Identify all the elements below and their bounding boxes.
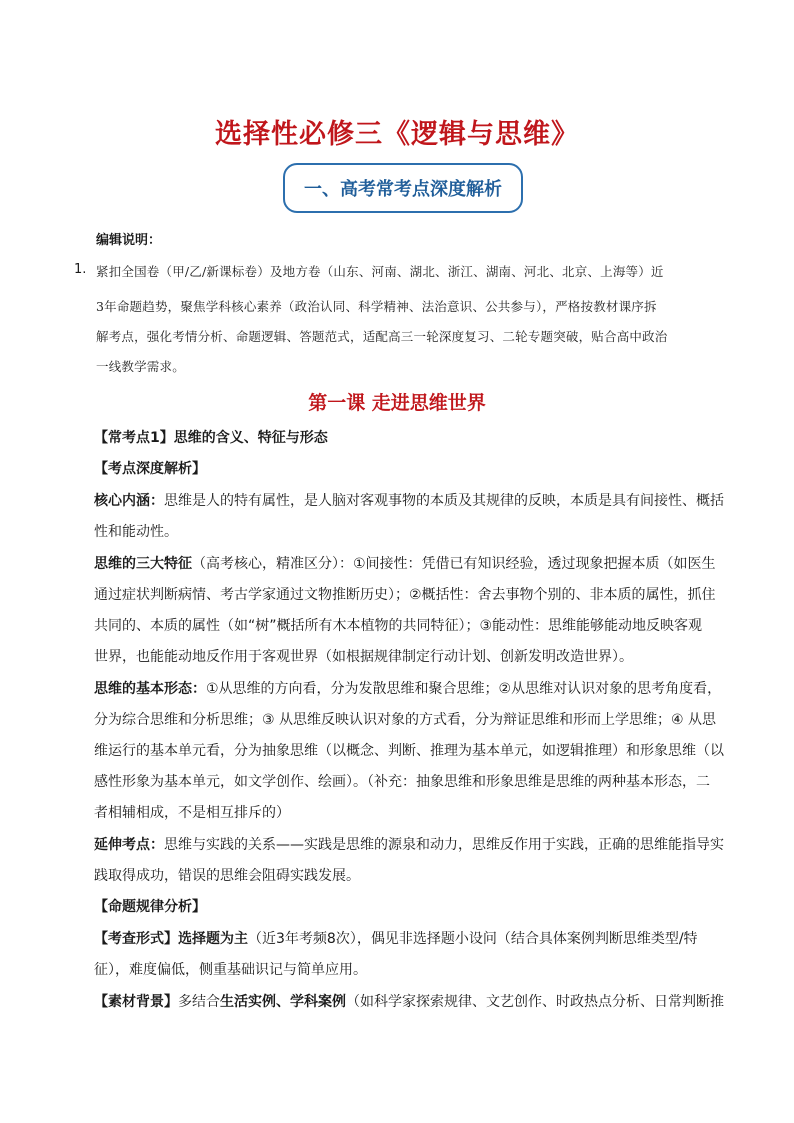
extension-paragraph-line: 践取得成功，错误的思维会阻碍实践发展。 <box>94 868 360 884</box>
kp-heading: 【常考点1】思维的含义、特征与形态 <box>94 430 328 446</box>
forms-paragraph-line: 分为综合思维和分析思维；③ 从思维反映认识对象的方式看，分为辩证思维和形而上学思维；④ 从思 <box>94 712 716 728</box>
exam-form-line: 征），难度偏低，侧重基础识记与简单应用。 <box>94 962 367 978</box>
forms-paragraph-line: 者相辅相成，不是相互排斥的） <box>94 805 290 821</box>
material-background-line: 【素材背景】多结合生活实例、学科案例（如科学家探索规律、文艺创作、时政热点分析、日常判断推 <box>94 994 724 1010</box>
forms-paragraph-line: 感性形象为基本单元，如文学创作、绘画）。（补充：抽象思维和形象思维是思维的两种基本形态，二 <box>94 774 710 790</box>
note-number: 1. <box>74 262 87 277</box>
section-heading-box <box>283 163 523 213</box>
forms-paragraph-line: 思维的基本形态：①从思维的方向看，分为发散思维和聚合思维；②从思维对认识对象的思考角度看， <box>94 681 722 697</box>
exam-form-line: 【考查形式】选择题为主（近3年考频8次），偶见非选择题小设问（结合具体案例判断思维类型/特 <box>94 931 698 947</box>
forms-paragraph-line: 维运行的基本单元看，分为抽象思维（以概念、判断、推理为基本单元，如逻辑推理）和形象思维（以 <box>94 743 724 759</box>
note-line: 3年命题趋势，聚焦学科核心素养（政治认同、科学精神、法治意识、公共参与），严格按教材课序拆 <box>96 299 657 314</box>
document-title: 选择性必修三《逻辑与思维》 <box>215 119 579 150</box>
note-line: 解考点，强化考情分析、命题逻辑、答题范式，适配高三一轮深度复习、二轮专题突破，贴合高中政治 <box>96 329 668 344</box>
features-paragraph-line: 世界，也能能动地反作用于客观世界（如根据规律制定行动计划、创新发明改造世界）。 <box>94 649 633 665</box>
section-heading-label: 一、高考常考点深度解析 <box>304 179 502 200</box>
edit-note-label: 编辑说明： <box>96 233 162 248</box>
note-line: 紧扣全国卷（甲/乙/新课标卷）及地方卷（山东、河南、湖北、浙江、湖南、河北、北京、上海等）近 <box>96 264 664 279</box>
core-paragraph-line: 核心内涵：思维是人的特有属性，是人脑对客观事物的本质及其规律的反映，本质是具有间接性、概括 <box>94 493 724 509</box>
lesson-title: 第一课 走进思维世界 <box>308 392 486 414</box>
core-paragraph-line: 性和能动性。 <box>94 524 178 540</box>
extension-paragraph-line: 延伸考点：思维与实践的关系——实践是思维的源泉和动力，思维反作用于实践，正确的思维能指导实 <box>94 837 724 853</box>
features-paragraph-line: 思维的三大特征（高考核心，精准区分）：①间接性：凭借已有知识经验，透过现象把握本质（如医生 <box>94 556 716 572</box>
rule-heading: 【命题规律分析】 <box>94 899 206 915</box>
analysis-heading: 【考点深度解析】 <box>94 461 206 477</box>
features-paragraph-line: 通过症状判断病情、考古学家通过文物推断历史）；②概括性：舍去事物个别的、非本质的属性，抓住 <box>94 587 716 603</box>
features-paragraph-line: 共同的、本质的属性（如“树”概括所有木本植物的共同特征）；③能动性：思维能够能动地反映客观 <box>94 618 703 634</box>
note-line: 一线教学需求。 <box>96 359 185 374</box>
